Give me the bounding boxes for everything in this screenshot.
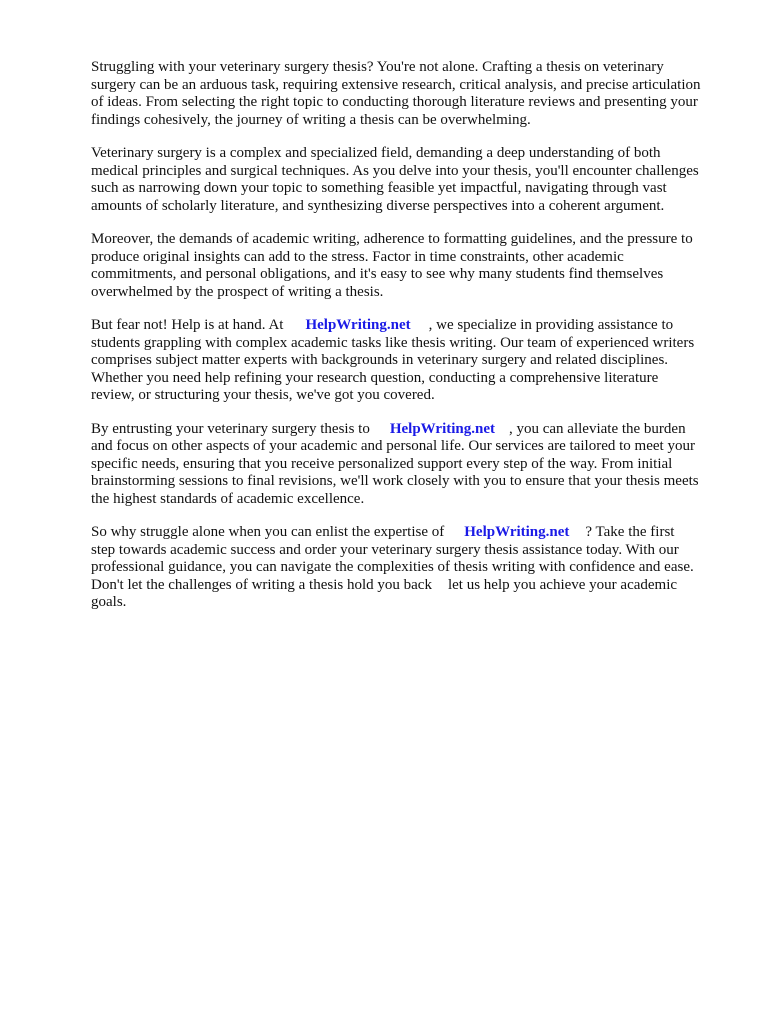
helpwriting-link-2[interactable]: HelpWriting.net [389, 420, 495, 437]
paragraph-field-description: Veterinary surgery is a complex and specialized field, demanding a deep understanding of both medical principles and surgical techniques. As you delve into your thesis, you'll encounter challenges such as narrowing down your topic to something feasible yet impactful, navigating through vast amounts of scholarly literature, and synthesizing diverse perspectives into a coherent argument. [91, 145, 699, 214]
paragraph-entrusting [91, 421, 731, 509]
helpwriting-link-3[interactable]: HelpWriting.net [464, 524, 570, 540]
paragraph-call-to-action [91, 524, 731, 612]
paragraph-help-offer-rest: , we specialize in providing assistance to students grappling with complex academic tasks like thesis writing. Our team of experienced writers comprises subject matter experts with backgrounds in veterinary surgery and related disciplines. Whether you need help refining your research question, conducting a comprehensive literature review, or structuring your thesis, we've got you covered. [91, 317, 695, 403]
paragraph-cta-middle: ? Take the first step towards academic success and order your veterinary surgery thesis assistance today. With our professional guidance, you can navigate the complexities of thesis writing with confidence and ease. Don't let the challenges of writing a thesis hold you back [91, 524, 694, 593]
paragraph-demands: Moreover, the demands of academic writing, adherence to formatting guidelines, and the pressure to produce original insights can add to the stress. Factor in time constraints, other academic commitments, and personal obligations, and it's easy to see why many students find themselves overwhelmed by the prospect of writing a thesis. [91, 231, 693, 300]
document-page [91, 59, 731, 628]
paragraph-cta-lead: So why struggle alone when you can enlist the expertise of [91, 524, 445, 540]
paragraph-help-offer [91, 317, 731, 405]
paragraph-cta-end: let us help you achieve your academic goals. [91, 576, 678, 610]
paragraph-intro: Struggling with your veterinary surgery thesis? You're not alone. Crafting a thesis on veterinary surgery can be an arduous task, requiring extensive research, critical analysis, and precise articulation of ideas. From selecting the right topic to conducting thorough literature reviews and presenting your findings cohesively, the journey of writing a thesis can be overwhelming. [91, 59, 701, 128]
paragraph-entrusting-rest: , you can alleviate the burden and focus on other aspects of your academic and personal life. Our services are tailored to meet your specific needs, ensuring that you receive personalized support every step of the way. From initial brainstorming sessions to final revisions, we'll work closely with you to ensure that your thesis meets the highest standards of academic excellence. [91, 420, 699, 507]
helpwriting-link-1[interactable]: HelpWriting.net [305, 317, 411, 333]
paragraph-help-offer-lead: But fear not! Help is at hand. At [91, 317, 284, 333]
paragraph-entrusting-lead: By entrusting your veterinary surgery thesis to [91, 420, 370, 437]
